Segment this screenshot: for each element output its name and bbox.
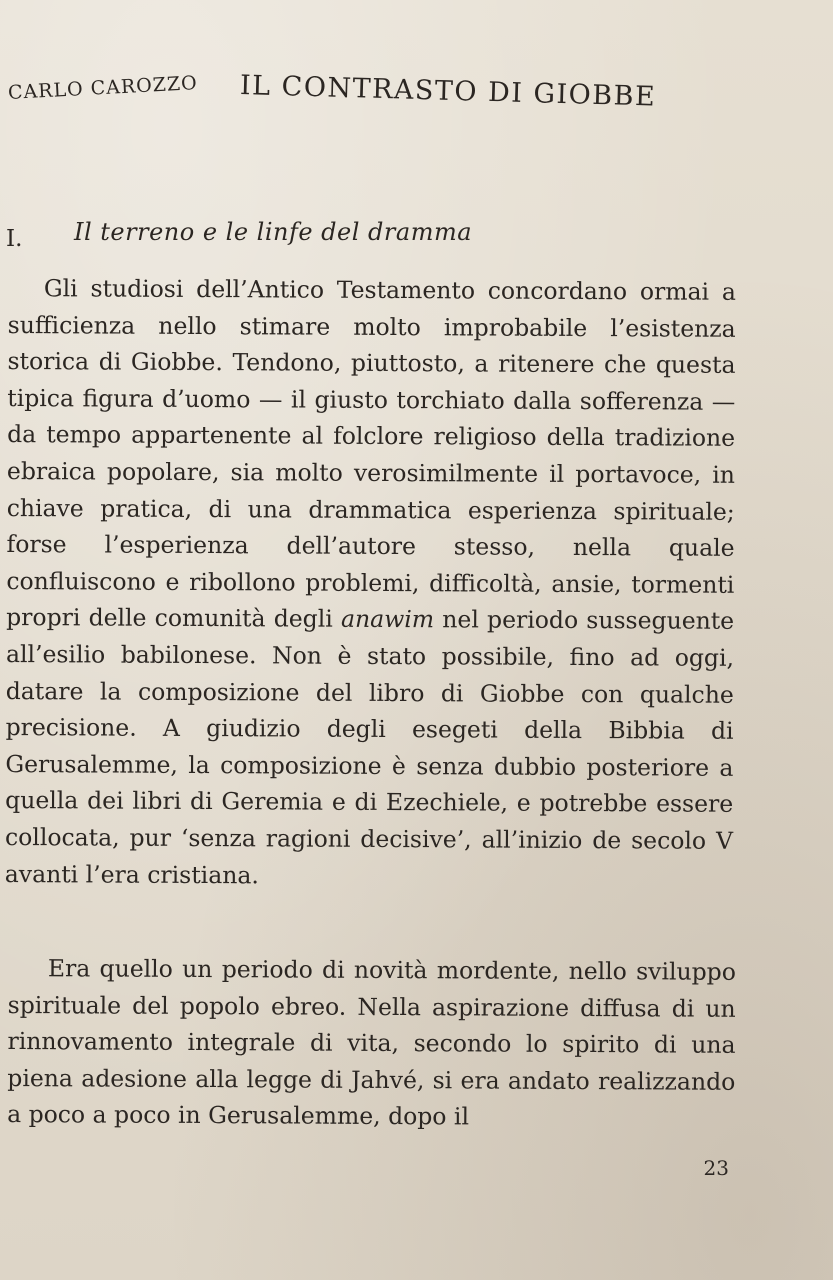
paragraph-1-text-b: nel periodo susseguente all’esilio babilonese. Non è stato possibile, fino ad oggi, datare la composizione del libro di Giobbe con qualche precisione. A giudizio degli esegeti della Bibbia di Gerusalemme, la composizione è senza dubbio posteriore a quella dei libri di Geremia e di Ezechiele, e potrebbe essere collocata, pur ‘senza ragioni decisive’, all’inizio de secolo V avanti l’era cristiana.	[4, 605, 735, 889]
running-header	[8, 70, 823, 130]
page-number: 23	[703, 1156, 729, 1180]
paragraph-1	[5, 270, 736, 896]
section-number: I.	[6, 226, 23, 252]
running-header-author: CARLO CAROZZO	[7, 72, 199, 104]
paragraph-2-text: Era quello un periodo di novità mordente, nello sviluppo spirituale del popolo ebreo. Nella aspirazione diffusa di un rinnovamento integrale di vita, secondo lo spirito di una piena adesione alla legge di Jahvé, si era andato realizzando a poco a poco in Gerusalemme, dopo il	[7, 954, 736, 1131]
paragraph-2	[7, 950, 736, 1137]
paragraph-1-italic-term: anawim	[340, 605, 435, 634]
section-title: Il terreno e le linfe del dramma	[74, 218, 473, 246]
paragraph-1-text-a: Gli studiosi dell’Antico Testamento concordano ormai a sufficienza nello stimare molto improbabile l’esistenza storica di Giobbe. Tendono, piuttosto, a ritenere che questa tipica figura d’uomo — il giusto torchiato dalla sofferenza — da tempo appartenente al folclore religioso della tradizione ebraica popolare, sia molto verosimilmente il portavoce, in chiave pratica, di una drammatica esperienza spirituale; forse l’esperienza dell’autore stesso, nella quale confluiscono e ribollono problemi, difficoltà, ansie, tormenti propri delle comunità degli	[6, 274, 736, 634]
section-heading	[6, 218, 803, 258]
running-header-title: IL CONTRASTO DI GIOBBE	[239, 70, 657, 113]
